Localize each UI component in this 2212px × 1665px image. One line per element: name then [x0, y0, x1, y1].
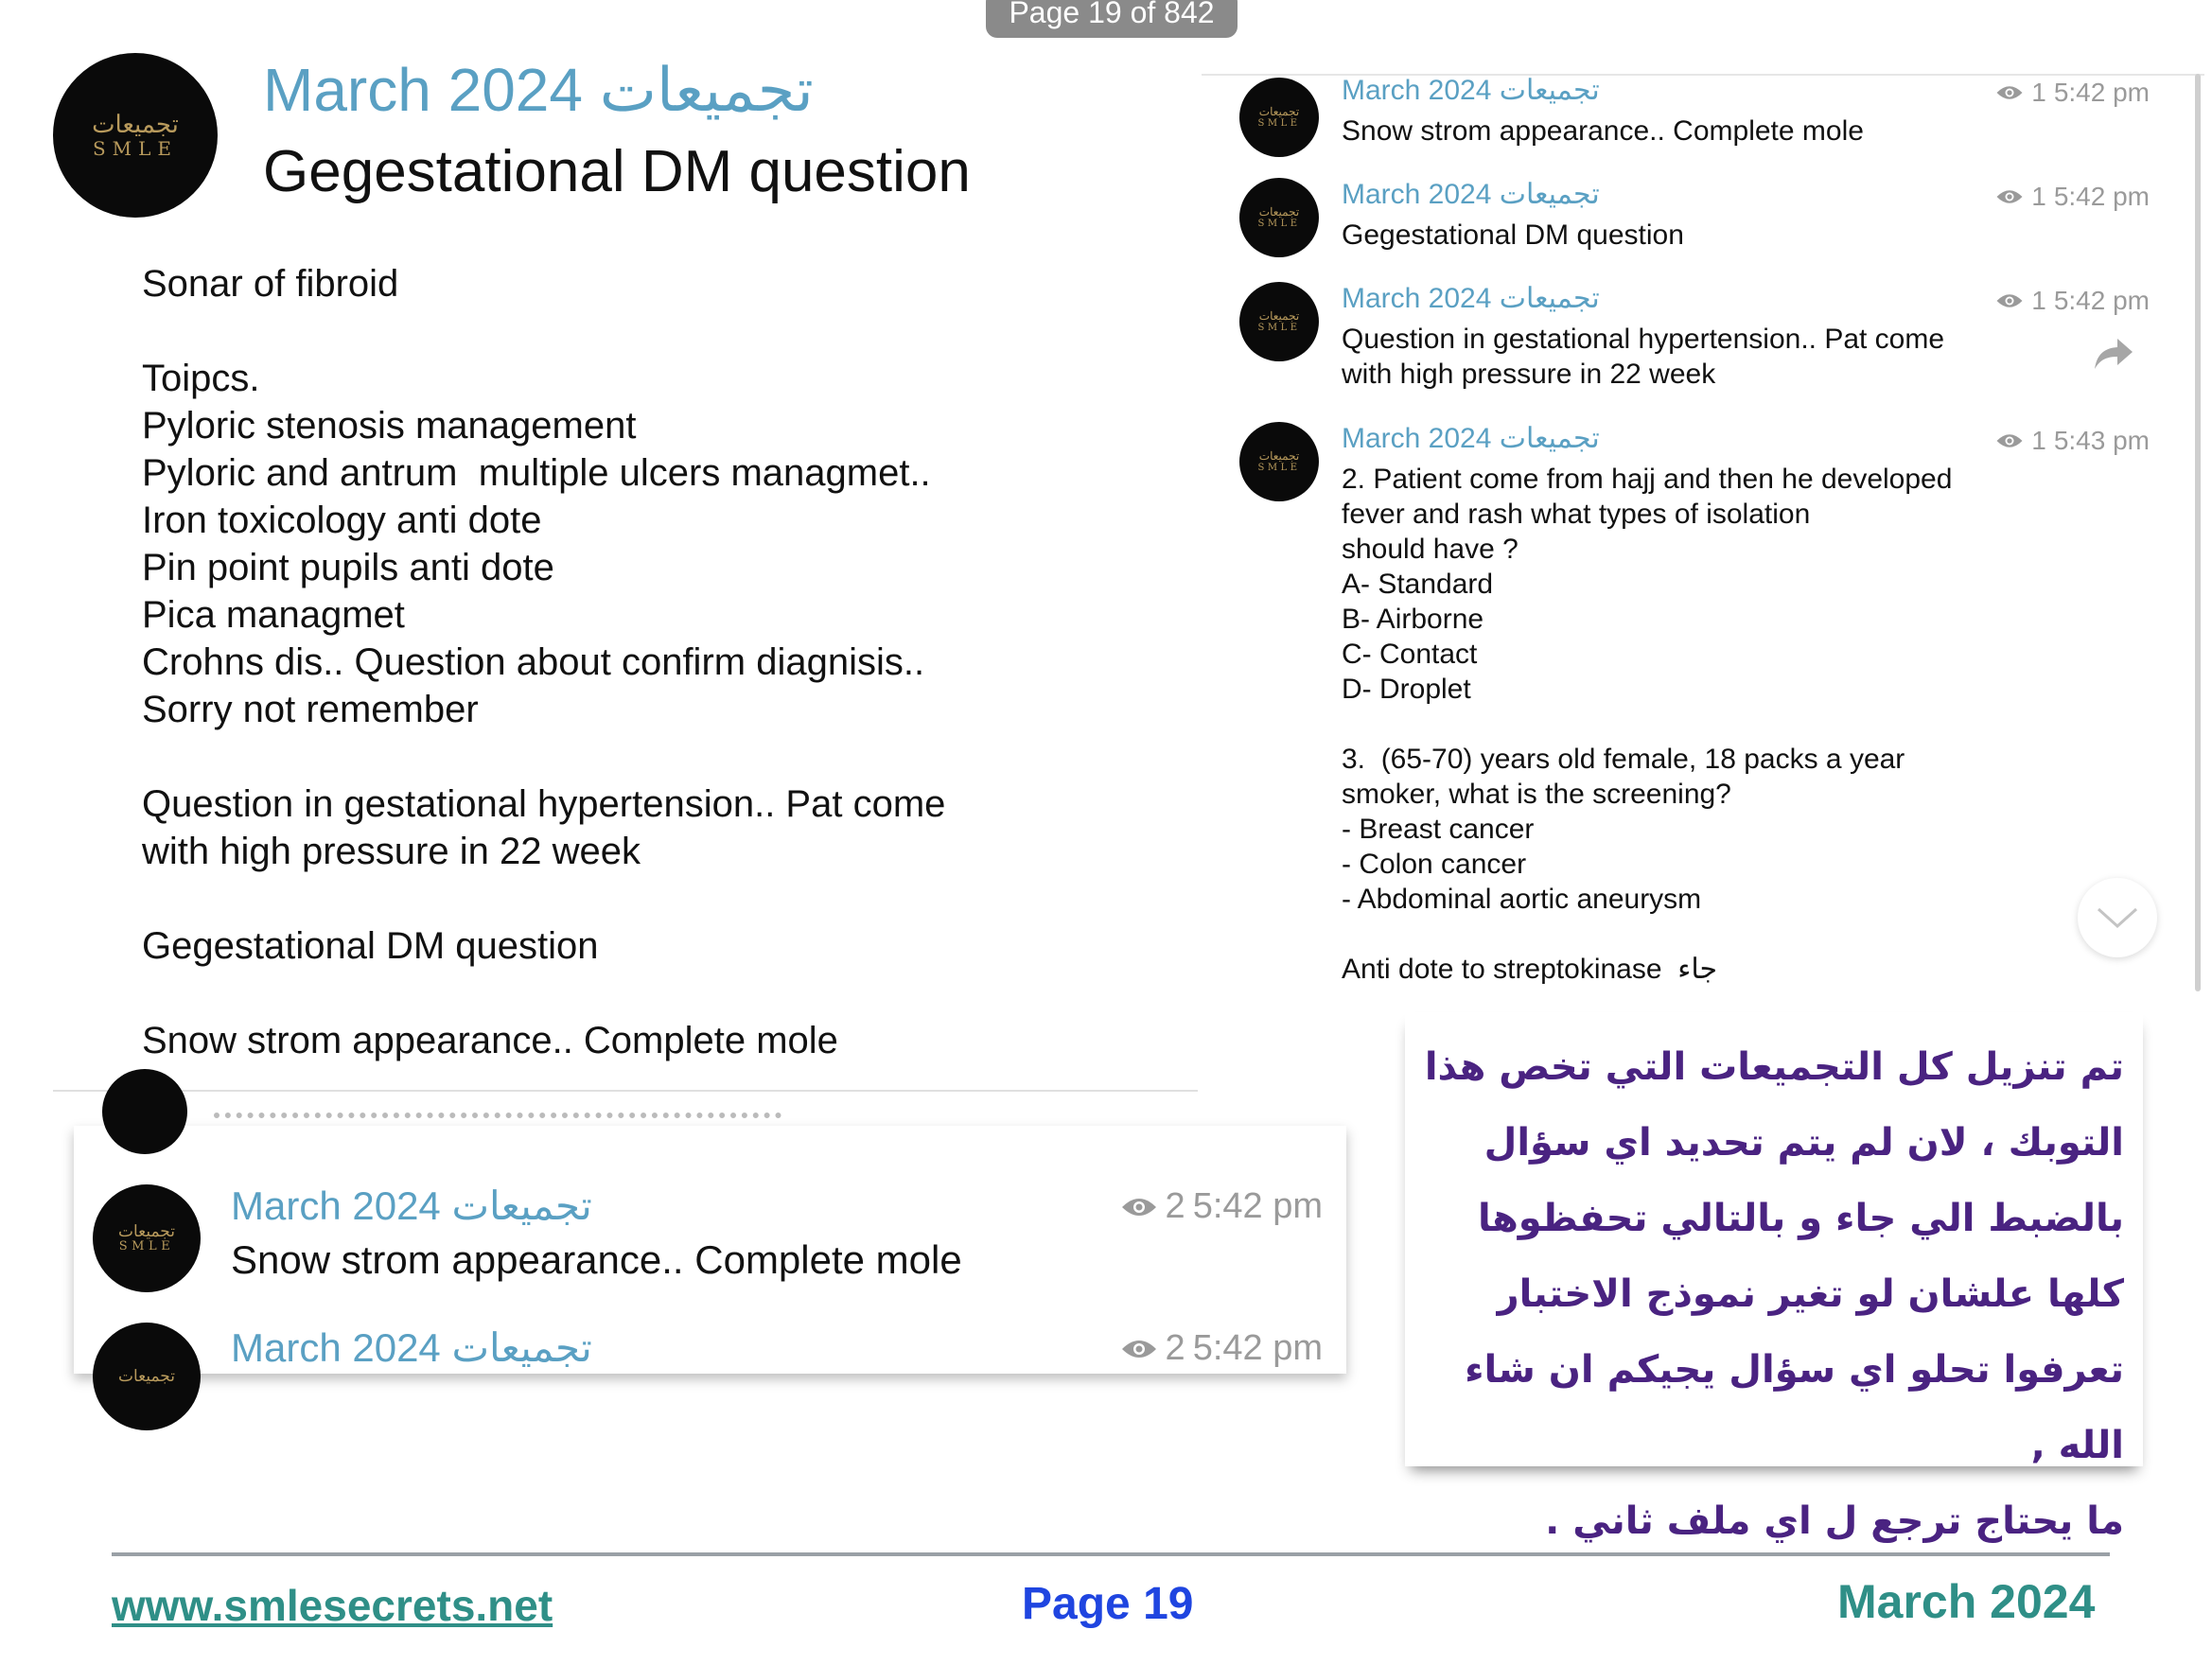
message-channel[interactable]: March 2024 تجميعات: [1342, 75, 1600, 106]
eye-icon: [1120, 1338, 1158, 1360]
channel-avatar[interactable]: [1239, 422, 1319, 501]
main-post-line: [142, 733, 945, 780]
message-channel[interactable]: March 2024 تجميعات: [1342, 423, 1600, 454]
main-post-line: Pica managmet: [142, 594, 405, 636]
message-text: Question in gestational hypertension.. Pat come with high pressure in 22 week: [1342, 324, 1945, 390]
message-meta: [1995, 182, 2150, 212]
view-count: 1: [2031, 182, 2046, 211]
view-count: 2: [1165, 1186, 1185, 1226]
main-post-line: Snow strom appearance.. Complete mole: [142, 1020, 838, 1061]
message-meta: [1120, 1328, 1323, 1369]
channel-avatar[interactable]: [1239, 178, 1319, 257]
main-post-line: Sorry not remember: [142, 689, 479, 730]
main-post-line: Sonar of fibroid: [142, 263, 399, 305]
avatar-latin-text: SMLE: [1257, 118, 1301, 130]
view-count: 1: [2031, 286, 2046, 315]
view-count: 2: [1165, 1328, 1185, 1368]
avatar-latin-text: SMLE: [118, 1239, 175, 1254]
main-post-line: Gegestational DM question: [142, 925, 599, 967]
avatar-arabic-text: تجميعات: [92, 110, 179, 139]
avatar-latin-text: SMLE: [1257, 463, 1301, 474]
eye-icon: [1995, 84, 2024, 101]
page-indicator: Page 19 of 842: [986, 0, 1238, 38]
avatar-latin-text: SMLE: [1257, 219, 1301, 230]
arabic-note-line: كلها علشان لو تغير نموذج الاختبار: [1497, 1272, 2124, 1316]
channel-avatar[interactable]: [93, 1323, 201, 1430]
main-post-body: [142, 260, 945, 1064]
arabic-note-line: تعرفوا تحلو اي سؤال يجيكم ان شاء الله ,: [1465, 1348, 2124, 1467]
chevron-down-icon: [2097, 906, 2138, 929]
eye-icon: [1120, 1196, 1158, 1218]
avatar-arabic-text: تجميعات: [1258, 448, 1300, 463]
main-post-line: Pin point pupils anti dote: [142, 547, 554, 588]
message-time: 5:42 pm: [2053, 78, 2150, 107]
message-channel[interactable]: March 2024 تجميعات: [231, 1325, 592, 1370]
cut-off-text: [214, 1113, 781, 1135]
eye-icon: [1995, 292, 2024, 309]
message-meta: [1995, 286, 2150, 316]
view-count: 1: [2031, 426, 2046, 455]
main-post-line: Crohns dis.. Question about confirm diagnisis..: [142, 641, 925, 683]
website-link[interactable]: www.smlesecrets.net: [112, 1581, 553, 1630]
channel-avatar[interactable]: [53, 53, 218, 218]
avatar-arabic-text: تجميعات: [1258, 104, 1300, 118]
message-channel[interactable]: March 2024 تجميعات: [1342, 179, 1600, 210]
message-time: 5:43 pm: [2053, 426, 2150, 455]
footer-divider: [112, 1552, 2110, 1556]
main-post-line: Pyloric stenosis management: [142, 405, 637, 447]
scroll-down-button[interactable]: [2078, 878, 2157, 957]
message-meta: [1120, 1186, 1323, 1227]
arabic-note-line: تم تنزيل كل التجميعات التي تخص هذا: [1424, 1045, 2124, 1089]
message-text: Snow strom appearance.. Complete mole: [231, 1237, 962, 1282]
channel-avatar[interactable]: [1239, 78, 1319, 157]
message-meta: [1995, 426, 2150, 456]
channel-avatar[interactable]: [93, 1184, 201, 1292]
channel-avatar[interactable]: [102, 1069, 187, 1154]
main-post-line: Iron toxicology anti dote: [142, 500, 542, 541]
message-time: 5:42 pm: [2053, 182, 2150, 211]
channel-avatar[interactable]: [1239, 282, 1319, 361]
avatar-arabic-text: تجميعات: [117, 1366, 176, 1386]
arabic-note: [1405, 1012, 2143, 1543]
avatar-latin-text: SMLE: [1257, 323, 1301, 334]
message-time: 5:42 pm: [1192, 1328, 1323, 1368]
main-post-channel[interactable]: March 2024 تجميعات: [263, 56, 814, 124]
eye-icon: [1995, 188, 2024, 205]
avatar-latin-text: SMLE: [92, 137, 179, 161]
message-text: Snow strom appearance.. Complete mole: [1342, 115, 1864, 147]
main-post-line: [142, 875, 945, 922]
scrollbar[interactable]: [2195, 74, 2201, 991]
main-post-line: with high pressure in 22 week: [142, 831, 641, 872]
inset-feed: [74, 1126, 1346, 1386]
main-post-line: Question in gestational hypertension.. Pat come: [142, 783, 946, 825]
forward-icon[interactable]: [2093, 337, 2134, 371]
avatar-arabic-text: تجميعات: [1258, 308, 1300, 323]
message-channel[interactable]: March 2024 تجميعات: [231, 1183, 592, 1228]
main-post-title: Gegestational DM question: [263, 139, 971, 204]
message-time: 5:42 pm: [2053, 286, 2150, 315]
main-post-line: Toipcs.: [142, 358, 260, 399]
message-channel[interactable]: March 2024 تجميعات: [1342, 283, 1600, 314]
main-post-line: Pyloric and antrum multiple ulcers managmet..: [142, 452, 931, 494]
eye-icon: [1995, 432, 2024, 449]
arabic-note-line: التوبك ، لان لم يتم تحديد اي سؤال: [1483, 1121, 2124, 1165]
avatar-arabic-text: تجميعات: [1258, 204, 1300, 219]
message-text: Gegestational DM question: [1342, 219, 1684, 251]
message-meta: [1995, 78, 2150, 108]
main-post-line: [142, 307, 945, 355]
avatar-arabic-text: تجميعات: [117, 1221, 176, 1241]
footer-date: March 2024: [1837, 1575, 2096, 1628]
arabic-note-line: بالضبط الي جاء و بالتالي تحفظوها: [1478, 1197, 2124, 1240]
page-number: Page 19: [1022, 1579, 1194, 1629]
message-text: 2. Patient come from hajj and then he developed fever and rash what types of isolation should have ? A- Standard B- Airborne C- Contact D- Droplet 3. (65-70) years old female, 18 packs a year smoker, what is the screening? - Breast cancer - Colon cancer - Abdominal aortic aneurysm Anti dote to streptokinase جاء: [1342, 464, 1953, 985]
message-time: 5:42 pm: [1192, 1186, 1323, 1226]
arabic-note-line: ما يحتاج ترجع ل اي ملف ثاني .: [1545, 1499, 2124, 1543]
divider: [53, 1090, 1198, 1092]
main-post-line: [142, 970, 945, 1017]
view-count: 1: [2031, 78, 2046, 107]
